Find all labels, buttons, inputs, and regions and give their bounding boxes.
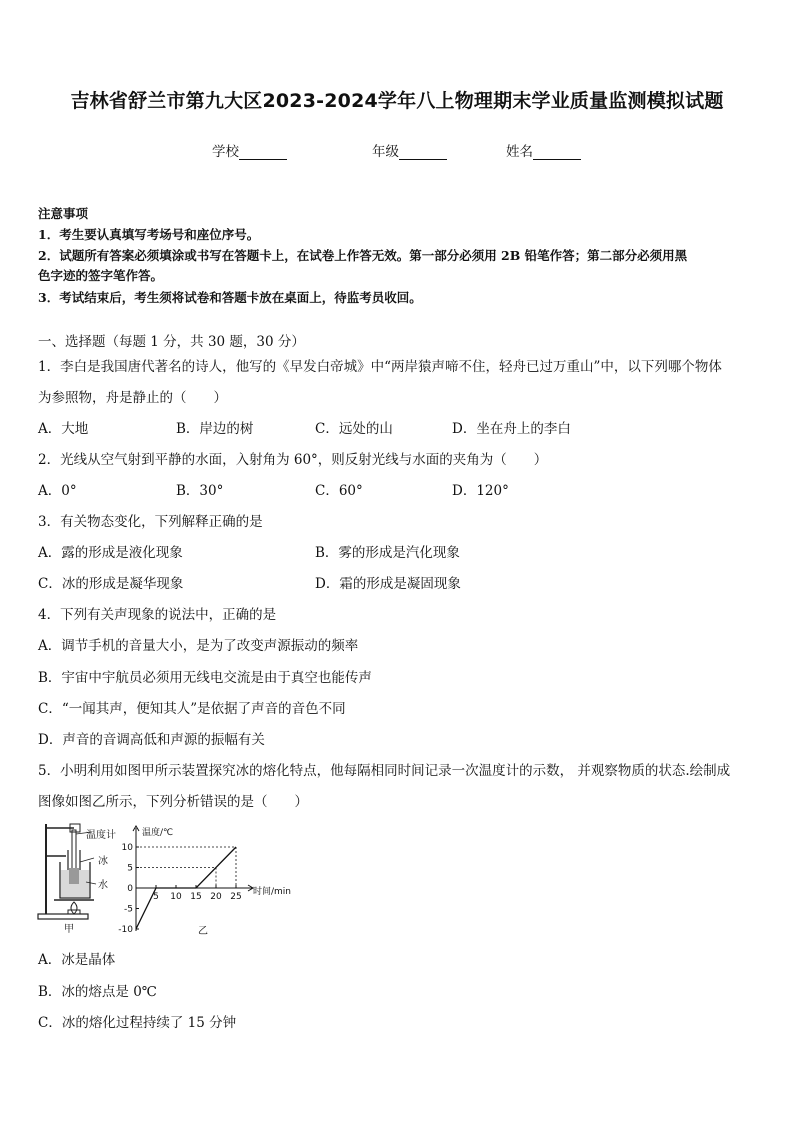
caption-yi: 乙 bbox=[198, 926, 208, 937]
q4-option-c: C．“一闻其声，便知其人”是依据了声音的音色不同 bbox=[38, 701, 346, 717]
q3-stem: 3．有关物态变化，下列解释正确的是 bbox=[38, 514, 263, 530]
x-tick-label: 5 bbox=[153, 892, 159, 902]
y-tick-label: 10 bbox=[121, 843, 133, 853]
x-tick-label: 25 bbox=[230, 892, 242, 902]
melting-chart bbox=[112, 822, 292, 937]
school-field bbox=[212, 140, 287, 160]
y-axis-label: 温度/℃ bbox=[142, 828, 174, 838]
q2-option-b: B．30° bbox=[176, 483, 224, 499]
label-thermometer: 温度计 bbox=[86, 830, 116, 841]
q5-option-b: B．冰的熔点是 0℃ bbox=[38, 984, 157, 1000]
x-tick-label: 20 bbox=[210, 892, 222, 902]
q3-option-d: D．霜的形成是凝固现象 bbox=[315, 576, 461, 592]
q5-stem-cont: 图像如图乙所示，下列分析错误的是（ ） bbox=[38, 794, 308, 810]
x-tick-label: 15 bbox=[190, 892, 202, 902]
q3-option-b: B．雾的形成是汽化现象 bbox=[315, 545, 460, 561]
notice-item-2: 2．试题所有答案必须填涂或书写在答题卡上，在试卷上作答无效。第一部分必须用 2B 铅笔作答；第二部分必须用黑 bbox=[38, 248, 688, 263]
q2-option-a: A．0° bbox=[38, 483, 77, 499]
q1-option-b: B．岸边的树 bbox=[176, 421, 254, 437]
q3-option-a: A．露的形成是液化现象 bbox=[38, 545, 183, 561]
q1-stem: 1．李白是我国唐代著名的诗人，他写的《早发白帝城》中“两岸猿声啼不住，轻舟已过万重山”中，以下列哪个物体 bbox=[38, 359, 722, 375]
x-tick-label: 10 bbox=[170, 892, 182, 902]
label-ice: 冰 bbox=[98, 856, 108, 867]
name-field bbox=[506, 140, 581, 160]
q5-stem: 5．小明利用如图甲所示装置探究冰的熔化特点，他每隔相同时间记录一次温度计的示数， 并观察物质的状态.绘制成 bbox=[38, 763, 731, 779]
x-axis-label: 时间/min bbox=[253, 887, 292, 897]
q1-option-c: C．远处的山 bbox=[315, 421, 393, 437]
q1-option-d: D．坐在舟上的李白 bbox=[452, 421, 571, 437]
grade-field bbox=[372, 140, 447, 160]
q4-stem: 4．下列有关声现象的说法中，正确的是 bbox=[38, 607, 277, 623]
notice-heading: 注意事项 bbox=[38, 206, 89, 221]
name-label: 姓名 bbox=[506, 144, 533, 160]
q3-option-c: C．冰的形成是凝华现象 bbox=[38, 576, 184, 592]
y-tick-label: -5 bbox=[124, 904, 133, 915]
y-tick-label: 0 bbox=[127, 884, 133, 894]
section-heading: 一、选择题（每题 1 分，共 30 题，30 分） bbox=[38, 334, 305, 350]
q4-option-a: A．调节手机的音量大小，是为了改变声源振动的频率 bbox=[38, 638, 359, 654]
notice-item-1: 1．考生要认真填写考场号和座位序号。 bbox=[38, 227, 260, 242]
q5-option-a: A．冰是晶体 bbox=[38, 952, 116, 968]
school-label: 学校 bbox=[212, 144, 239, 160]
y-tick-label: -10 bbox=[118, 925, 133, 935]
page-title: 吉林省舒兰市第九大区2023-2024学年八上物理期末学业质量监测模拟试题 bbox=[70, 90, 724, 112]
q2-option-d: D．120° bbox=[452, 483, 509, 499]
q1-option-a: A．大地 bbox=[38, 421, 89, 437]
notice-item-2-cont: 色字迹的签字笔作答。 bbox=[38, 268, 164, 283]
q4-option-b: B．宇宙中宇航员必须用无线电交流是由于真空也能传声 bbox=[38, 670, 372, 686]
q2-option-c: C．60° bbox=[315, 483, 363, 499]
q4-option-d: D．声音的音调高低和声源的振幅有关 bbox=[38, 732, 265, 748]
y-tick-label: 5 bbox=[127, 863, 133, 874]
caption-jia: 甲 bbox=[64, 924, 74, 935]
grade-blank[interactable] bbox=[399, 145, 447, 160]
stand-base bbox=[38, 914, 88, 919]
notice-item-3: 3．考试结束后，考生须将试卷和答题卡放在桌面上，待监考员收回。 bbox=[38, 290, 422, 305]
q5-option-c: C．冰的熔化过程持续了 15 分钟 bbox=[38, 1015, 237, 1031]
q2-stem: 2．光线从空气射到平静的水面，入射角为 60°，则反射光线与水面的夹角为（ ） bbox=[38, 452, 548, 468]
school-blank[interactable] bbox=[239, 145, 287, 160]
label-water: 水 bbox=[98, 880, 108, 891]
grade-label: 年级 bbox=[372, 144, 399, 160]
flame-icon bbox=[71, 902, 77, 914]
name-blank[interactable] bbox=[533, 145, 581, 160]
q1-stem-cont: 为参照物，舟是静止的（ ） bbox=[38, 390, 227, 406]
